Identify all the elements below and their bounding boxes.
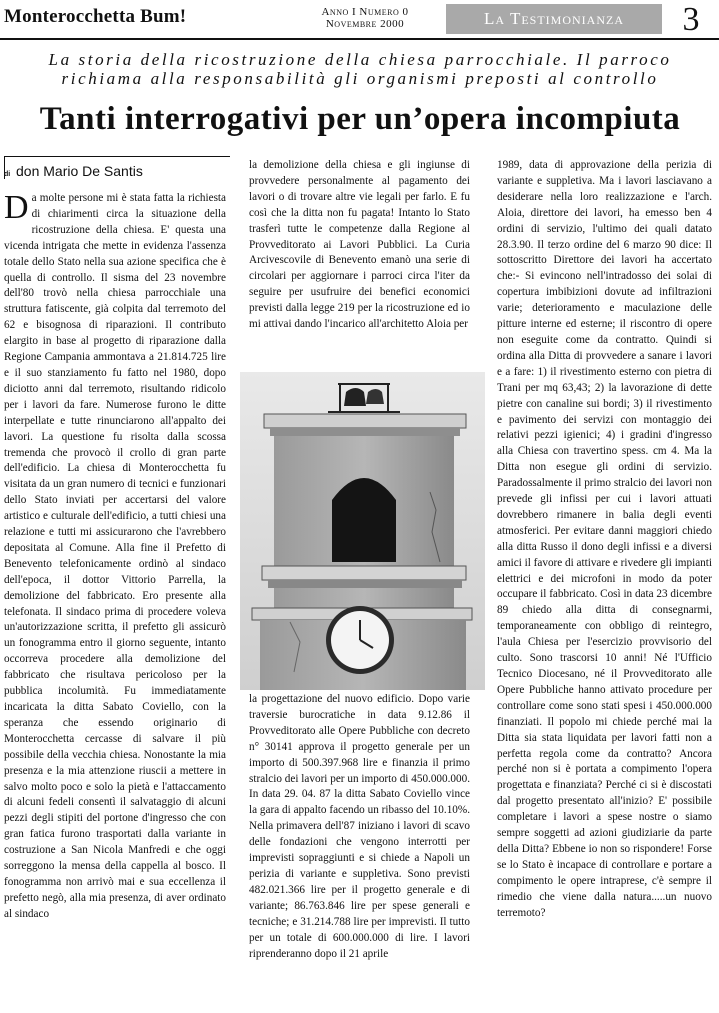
column-text: a molte persone mi è stata fatta la richiesta di chiarimenti circa la situazione della ricostruzione della chiesa. E' questa una vicenda intrigata che mette in evidenza l'assenza totale dello Stato nella sua azione specifica che è quella di controllo. Il sisma del 23 novembre dell'80 trovò nella chiesa parrocchiale una struttura fatiscente, già colpita dal terremoto del 62 e bisognosa di riparazioni. Il contributo elargito in base al progetto di riparazione dalla Regione Campania ammontava a 21.814.725 lire e il suo stanziamento fu fatto nel 1980, dopo diciotto anni dal terremoto, risultando ridicolo per i lavori da fare. Numerose furono le ditte interpellate e tutte rinunciarono all'appalto dei lavori. La questione fu risolta dalla scossa tremenda che provocò il crollo di gran parte dell'edificio. La chiesa di Monterocchetta fu visitata da un gran numero di tecnici e funzionari dello Stato inviati per accertarsi del valore artistico e culturale dell'edificio, a tutti chiesi una relazione e tutti mi assicurarono che l'avrebbero depositata al Comune. Alla fine il Prefetto di Benevento telefonicamente ordinò al sindaco dell'epoca, il dottor Vittorio Parrella, la demolizione del fabbricato. Ero presente alla telefonata. Il sindaco prima di procedere voleva un'autorizzazione scritta, il prefetto gli assicurò un fonogramma entro il giorno seguente, intanto occorreva procedere alla demolizione del fabbricato che risultava pericoloso per la pubblica incolumità. Fu immediatamente incaricata la ditta Sabato Coviello, con la speranza che essendo originario di Monterocchetta cercasse di salvare il più possibile della vecchia chiesa. Nonostante la mia presenza e la mia attenzione riuscii a mettere in salvo molto poco e solo la pietà e l'attaccamento di alcuni fedeli consentì il salvataggio di alcuni pezzi degli stipiti del portone d'ingresso che con gran fatica furono trasportati dalla variante in costruzione a San Nicola Manfredi e che oggi sorreggono la mensa della cappella al bosco. Il fonogramma non arrivò mai e sua eccellenza il prefetto negò, alla mia presenza, di aver ordinato al sindaco [4,192,226,920]
column-text: la demolizione della chiesa e gli ingiunse di provvedere personalmente al pagamento dei lavori o di trovare altre vie legali per farlo. E fu così che la ditta non fu pagata! Intanto lo Stato trasferì tutte le competenze dalla Regione al Provveditorato ai Lavori Pubblici. La Curia Arcivescovile di Benevento emanò una serie di circolari per aggiornare i parroci circa l'iter da seguire per usufruire dei benefici economici previsti dalla legge 219 per la ricostruzione ed io mi attivai dando l'incarico all'architetto Aloia per [249,159,470,331]
page-header [0,0,719,40]
header-rule [0,38,719,40]
article-headline: Tanti interrogativi per un’opera incompiuta [39,101,681,137]
issue-date: Novembre 2000 [325,18,405,30]
issue-info [290,6,440,30]
article-column-3 [497,158,712,1010]
byline-author: don Mario De Santis [16,163,143,179]
subtitle-line: La storia della ricostruzione della chiesa parrocchiale. Il parroco [48,50,672,69]
column-text: 1989, data di approvazione della perizia di variante e suppletiva. Ma i lavori lasciavano a desiderare nella loro realizzazione e l'arch. Aloia, direttore dei lavori, ha emesso ben 4 ordini di servizio, l'ultimo dei quali datato 28.3.90. Il terzo ordine del 6 marzo 90 dice: Il sottoscritto Direttore dei lavori ha accertato che:- Si evincono nell'intradosso dei solai di copertura imbibizioni dovute ad infiltrazioni varie; deterioramento e maculazione delle pitture interne ed esterne; il riscontro di opere non eseguite come da contratto. Quindi si ordina alla Ditta di provvedere a sanare i lavori e a fare: 1) il rivestimento esterno con pietra di Trani per mq 63,43; 2) la lavorazione di dette pietre con canaline sui bordi; 3) il rivestimento e pavimento dei servizi con montaggio dei relativi pezzi igienici; 4) i gradini d'ingresso alla Chiesa con travertino spess. cm 4. Ma la Ditta non esegue gli ordini di servizio. Paradossalmente il primo stralcio dei lavori non prevede gli infissi per cui i lavori attuati dovrebbero rimanere in balia degli eventi atmosferici. Per evitare danni maggiori chiedo alla ditta Russo il dono degli infissi e a diversi amici il favore di attivare e rivedere gli impianti elettrici e dei microfoni in modo da poter occupare il fabbricato. Così in data 23 dicembre 89 chiedo alla ditta di consegnarmi, temporaneamente con obbligo di reintegro, l'aula Chiesa per l'esercizio provvisorio del culto. Sono trascorsi 10 anni! Né l'Ufficio Tecnico Diocesano, né il Provveditorato alle Opere Pubbliche hanno attivato procedure per controllare come sono stati spesi i 450.000.000 finanziati. Il popolo mi chiede perché mai la Ditta sia stata liquidata per lavori fatti non a perfetta regola come da contratto? Ancora perché non si è portata a compimento l'opera progettata e finanziata? Perché ci si è discostati dal progetto presentato all'inizio? E' possibile completare i lavori a spese nostre o siamo sempre soggetti ad azioni giudiziarie da parte della Ditta? Ebbene io non so rispondere! Forse se lo Stato è incapace di controllare e portare a compimento le opere intraprese, c'è sempre il rimedio che viene dalla natura.....un nuovo terremoto? [497,159,712,919]
column-text: la progettazione del nuovo edificio. Dopo varie traversie burocratiche in data 9.12.86 il Provveditorato alle Opere Pubbliche con decreto n° 30141 approva il progetto generale per un importo di 500.397.968 lire e finanzia il primo stralcio dei lavori per un importo di 450.000.000. In data 29. 04. 87 la ditta Sabato Coviello vince la gara di appalto facendo un ribasso del 10.10%. Nella primavera dell'87 iniziano i lavori di scavo delle fondazioni che vengono interrotti per imprevisti sopraggiunti e si chiede a Napoli un perizia di variante e suppletiva. Sono previsti 482.021.366 lire per il progetto generale e di variante; 86.763.846 lire per spese generali e tecniche; e 31.214.788 lire per imprevisti. Il tutto per un totale di 600.000.000 di lire. I lavori riprenderanno dopo il 21 aprile [249,693,470,960]
bell-tower-illustration [240,372,485,690]
article-column-2-top [249,158,470,368]
article-subtitle [4,50,716,88]
issue-number: Anno I Numero 0 [321,6,409,18]
drop-cap: D [4,191,29,226]
bell-tower-photo [240,372,485,690]
byline [4,156,230,181]
subtitle-line: richiama alla responsabilità gli organismi preposti al controllo [61,69,659,88]
byline-prefix: di [4,171,11,178]
article-column-2-bottom [249,692,470,1012]
newspaper-name: Monterocchetta Bum! [4,6,187,27]
section-banner: La Testimonianza [446,4,662,34]
page-number: 3 [682,1,700,38]
article-column-1 [4,191,226,1011]
